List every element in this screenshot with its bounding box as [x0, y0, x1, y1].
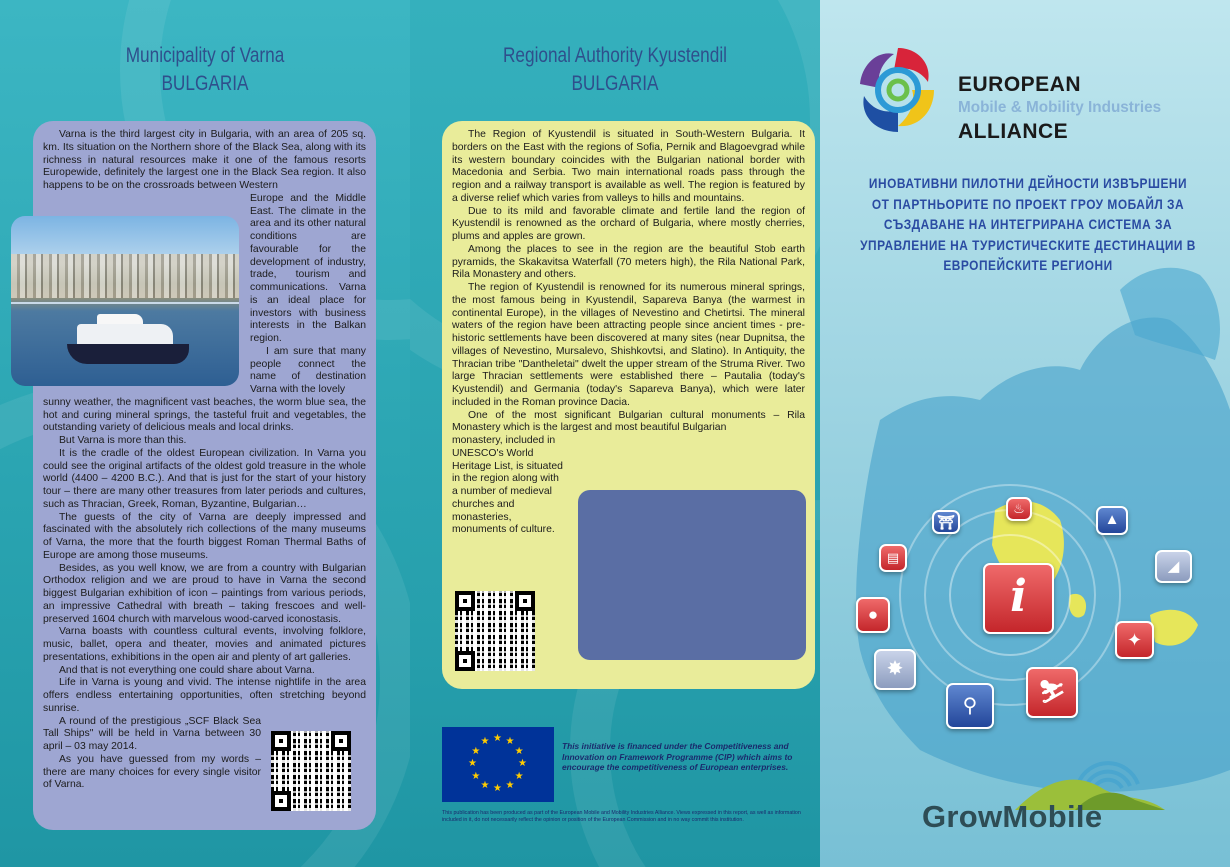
eu-star-icon: ★ — [505, 779, 515, 791]
varna-paragraph-more: But Varna is more than this. — [59, 435, 187, 446]
varna-paragraph-guests: The guests of the city of Varna are deeply impressed and fascinated with the absolutely rich collections of the many museums of Varna, the more that the fourth biggest Roman Thermal Baths of Europe are among those museums. — [43, 511, 366, 561]
picnic-icon[interactable]: ⛩ — [932, 510, 960, 534]
varna-paragraph-tall-ships: A round of the prestigious „SCF Black Sea Tall Ships" will be held in Varna between 30 april – 03 may 2014. — [43, 715, 261, 752]
kyustendil-paragraph-unesco: monastery, included in UNESCO's World Heritage List, is situated in the region along with a number of medieval churches and monasteries, monuments of culture. — [452, 435, 563, 536]
eu-star-icon: ★ — [468, 758, 477, 769]
kyustendil-heading-title: Regional Authority Kyustendil — [502, 44, 727, 67]
eu-star-icon: ★ — [505, 736, 515, 748]
kyustendil-qr-code[interactable] — [455, 591, 535, 671]
varna-cruise-ship-photo — [11, 216, 239, 386]
varna-paragraph-climate: Europe and the Middle East. The climate in the area and its other natural conditions are favourable for the development of industry, trade, tourism and communications. Varna is an ideal place for investors with business interests in the Balkan region. — [250, 192, 366, 344]
disclaimer-text: This publication has been produced as part of the European Mobile and Mobility Industries Alliance. Views expressed in this report, as well as information included in it, do not necessarily reflect the opinion or position of the European Commission and in no way commit this institution. — [442, 810, 801, 823]
growmobile-logo-text: GrowMobile — [922, 799, 1103, 834]
varna-paragraph-events: Varna boasts with countless cultural events, involving folklore, music, ballet, opera and theater, movies and animated pictures presentations, exhibitions in the open air and plenty of art galleries. — [43, 626, 366, 663]
logo-text-european: EUROPEAN — [958, 73, 1082, 96]
eu-star-icon: ★ — [480, 736, 490, 748]
kyustendil-paragraph-places: Among the places to see in the region are the beautiful Stob earth pyramids, the Skakavitsa Waterfall (70 meters high), the Rila National Park, Rila Monastery and others. — [452, 243, 805, 281]
eu-flag-icon — [442, 727, 554, 802]
kyustendil-paragraph-location: The Region of Kyustendil is situated in South-Western Bulgaria. It borders on the East with the regions of Sofia, Pernik and Blagoevgrad while its western boundary coincides with the Bulgarian national border with Macedonia and Serbia. Two main international roads pass through the region and a railway transport is available as well. The region is featured by a diverse relief which varies from valleys to hills and mountains. — [452, 129, 805, 204]
eu-funding-text: This initiative is financed under the Competitiveness and Innovation on Framework Programme (CIP) which aims to encourage the competitiveness of European enterprises. — [562, 741, 793, 772]
compass-icon[interactable]: ✸ — [874, 649, 916, 690]
varna-paragraph-guessed: As you have guessed from my words – there are many choices for every single visitor of Varna. — [43, 753, 261, 791]
eu-star-icon: ★ — [471, 770, 481, 782]
campfire-icon[interactable]: ♨ — [1006, 497, 1032, 521]
logo-text-alliance: ALLIANCE — [958, 120, 1069, 143]
tent-icon[interactable]: ▲ — [1096, 506, 1128, 535]
kyustendil-paragraph-monastery: One of the most significant Bulgarian cultural monuments – Rila Monastery which is the largest and most beautiful Bulgarian — [452, 409, 805, 434]
varna-qr-code[interactable] — [271, 731, 351, 811]
eu-star-icon: ★ — [471, 745, 481, 757]
varna-paragraph-intro: Varna is the third largest city in Bulgaria, with an area of 205 sq. km. Its situation on the Northern shore of the Black Sea, along with its richness in natural resources make it one of the famous resorts Europewide, definitely the largest one in the Black Sea region. It also happens to be on the crossroads between Western — [43, 129, 366, 191]
kyustendil-heading-country: BULGARIA — [571, 72, 659, 95]
varna-paragraph-life: Life in Varna is young and vivid. The intense nightlife in the area offers endless entertaining opportunities, often stretching beyond sunrise. — [43, 677, 366, 714]
kyustendil-heading — [447, 42, 783, 98]
eu-star-icon: ★ — [493, 783, 502, 794]
kyustendil-paragraph-springs: The region of Kyustendil is renowned for its numerous mineral springs, the most famous being in Kyustendil, Sapareva Banya (the warmest in continental Europe), in the villages of Nevestino and Chetirtsi. The mineral waters of the region have been attracting people since ancient times - pre-historic settlements have been discovered at many sites (near Dupnitsa, the villages of Nevestino, Mursalevo, Shishkovtsi, and Slatino). In Antiquity, the Thracian tribe "Dantheletai" dwelt the upper stream of the Struma River. Two large Thracian settlements were established there – Pautalia (today's Kyustendil) and Germania (today's Sapareva Banya), which were later included in the Roman province Dacia. — [452, 282, 805, 408]
location-pin-icon[interactable]: ● — [856, 597, 890, 633]
varna-heading — [37, 42, 373, 98]
skiing-icon[interactable]: ⛷ — [1026, 667, 1078, 718]
eu-star-icon: ★ — [514, 745, 524, 757]
hiking-icon[interactable]: ✦ — [1115, 621, 1154, 659]
bulgarian-heading: ИНОВАТИВНИ ПИЛОТНИ ДЕЙНОСТИ ИЗВЪРШЕНИ ОТ ПАРТНЬОРИТЕ ПО ПРОЕКТ ГРОУ МОБАЙЛ ЗА СЪЗДАВАНЕ НА ИНТЕГРИРАНА СИСТЕМА ЗА УПРАВЛЕНИЕ НА ТУРИСТИЧЕСКИТЕ ДЕСТИНАЦИИ В ЕВРОПЕЙСКИТЕ РЕГИОНИ — [860, 175, 1196, 274]
eu-star-icon: ★ — [493, 733, 502, 744]
eu-star-icon: ★ — [514, 770, 524, 782]
phone-icon[interactable]: ◢ — [1155, 550, 1192, 583]
varna-paragraph-orthodox: Besides, as you well know, we are from a country with Bulgarian Orthodox religion and we are proud to have in Varna the second biggest Bulgarian exhibition of icon – paintings from various periods, an impressive Cathedral with breath – taking frescoes and well-preserved 1604 church with marvelous wood-carved iconostasis. — [43, 562, 366, 625]
varna-heading-title: Municipality of Varna — [125, 44, 285, 67]
varna-paragraph-destination: I am sure that many people connect the name of destination Varna with the lovely — [250, 345, 366, 395]
varna-paragraph-weather: sunny weather, the magnificent vast beaches, the worm blue sea, the hot and curing mineral springs, the tasteful fruit and vegetables, the outstanding variety of delicious meals and local drinks. — [43, 396, 366, 434]
info-icon[interactable] — [983, 563, 1054, 634]
shop-icon[interactable]: ▤ — [879, 544, 907, 572]
eu-star-icon: ★ — [480, 779, 490, 791]
kyustendil-image-placeholder — [578, 490, 806, 660]
info-glyph: i — [1010, 571, 1027, 622]
logo-text-mobile: Mobile & Mobility Industries — [958, 99, 1162, 116]
eu-star-icon: ★ — [518, 758, 527, 769]
kyustendil-paragraph-climate: Due to its mild and favorable climate and fertile land the region of Kyustendil is renowned as the orchard of Bulgaria, where mostly cherries, plums and apples are grown. — [452, 205, 805, 242]
varna-heading-country: BULGARIA — [161, 72, 249, 95]
varna-paragraph-cradle: It is the cradle of the oldest European civilization. In Varna you could see the original artifacts of the oldest gold treasure in the whole world (4400 – 4200 B.C.). And that is just for the start of your history tour – there are many other treasures from later periods and cultures, such as Thracian, Greek, Roman, Byzantine, Bulgarian… — [43, 447, 366, 510]
alliance-logo — [848, 40, 1208, 150]
varna-paragraph-notall: And that is not everything one could share about Varna. — [59, 664, 315, 676]
cycling-icon[interactable]: ⚲ — [946, 683, 994, 729]
alliance-flower-icon — [848, 40, 948, 140]
